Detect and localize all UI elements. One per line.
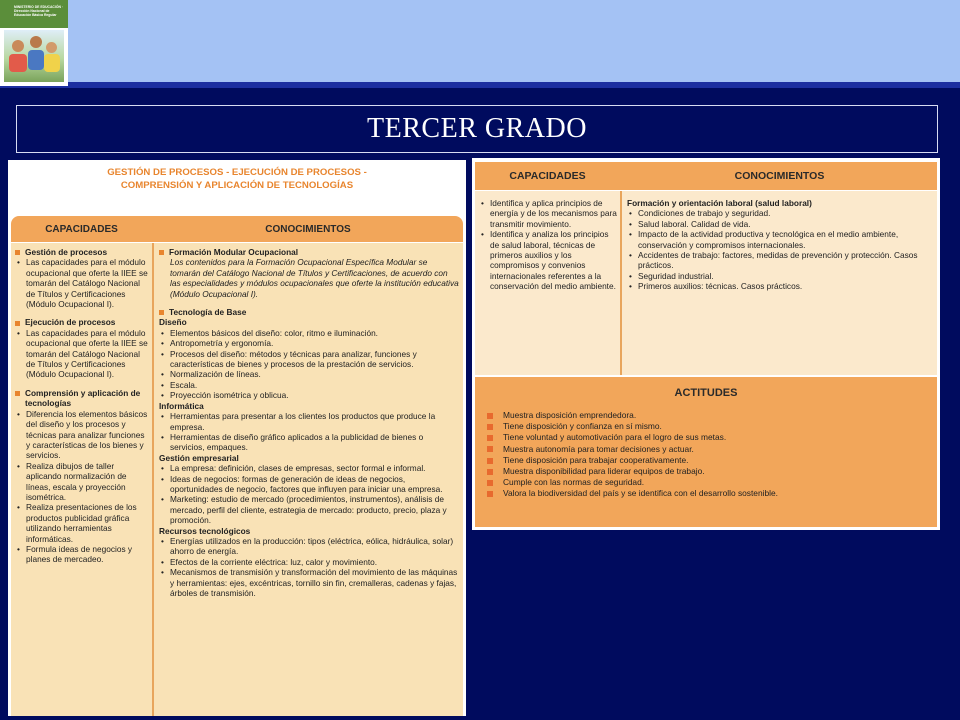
actitud-text: Muestra autonomía para tomar decisiones y actuar. [503,443,694,454]
section-title: Gestión empresarial [159,452,239,463]
actitud-text: Muestra disponibilidad para liderar equipos de trabajo. [503,466,705,477]
conocimiento-block [159,247,459,299]
right-col-conocimientos: CONOCIMIENTOS [734,170,825,182]
list-item: • Realiza presentaciones de los productos publicidad gráfica utilizando herramientas informáticas. [15,502,149,544]
list-item: • Ideas de negocios: formas de generación de ideas de negocios, oportunidades de negocio, factores que influyen para iniciar una empresa. [159,474,459,495]
list-item: • Antropometría y ergonomía. [159,338,459,348]
section-title: Informática [159,400,204,411]
square-bullet-icon [487,458,493,464]
left-curriculum-panel [8,160,466,716]
list-item: • Las capacidades para el módulo ocupacional que oferte la IIEE se tomarán del Catálogo Nacional de Títulos y Certificaciones (Módulo Ocupacional I). [15,257,149,309]
left-panel-heading [8,160,466,216]
column-divider [620,191,622,375]
capacidad-block [15,317,149,379]
square-bullet-icon [487,469,493,475]
list-item: • Condiciones de trabajo y seguridad. [627,208,933,218]
list-item: • Efectos de la corriente eléctrica: luz, calor y movimiento. [159,557,459,567]
list-item: • Proyección isométrica y oblicua. [159,390,459,400]
left-panel-title-line2: COMPRENSIÓN Y APLICACIÓN DE TECNOLOGÍAS [120,180,354,191]
actitud-text: Valora la biodiversidad del país y se identifica con el desarrollo sostenible. [503,488,778,499]
section-title: Diseño [159,317,187,328]
capacidad-block [15,247,149,309]
logo-photo [4,30,64,82]
actitud-item [487,455,927,466]
list-item: • Energías utilizados en la producción: tipos (eléctrica, eólica, hidráulica, solar) ahorro de energía. [159,536,459,557]
square-bullet-icon [487,446,493,452]
capacidad-title: Comprensión y aplicación de tecnologías [25,387,141,409]
capacidad-title: Ejecución de procesos [25,317,116,328]
square-bullet-icon [15,391,20,396]
list-item: • Mecanismos de transmisión y transformación del movimiento de las máquinas y herramientas: ejes, excéntricas, tornillo sin fin, cremalleras, cadenas y fajas, árboles de transmisión. [159,567,459,598]
conocimiento-block [159,307,459,598]
right-col-capacidades: CAPACIDADES [509,170,586,182]
list-item: • Escala. [159,380,459,390]
list-item: • La empresa: definición, clases de empresas, sector formal e informal. [159,463,459,473]
list-item: • Herramientas de diseño gráfico aplicados a la publicidad de bienes o servicios, empaques. [159,432,459,453]
slide-title-box [16,105,938,153]
section-title: Recursos tecnológicos [159,525,251,536]
left-col-capacidades: CAPACIDADES [45,223,118,235]
actitud-item [487,488,927,499]
square-bullet-icon [487,480,493,486]
header-underline [0,82,960,88]
actitud-item [487,410,927,421]
ministry-logo [0,0,68,86]
actitud-text: Cumple con las normas de seguridad. [503,477,645,488]
list-item: • Herramientas para presentar a los clientes los productos que produce la empresa. [159,411,459,432]
left-panel-title-line1: GESTIÓN DE PROCESOS - EJECUCIÓN DE PROCESOS - [107,167,367,178]
modular-text: Los contenidos para la Formación Ocupacional Específica Modular se tomarán del Catálogo Nacional de Títulos y Certificaciones, de acuerdo con las especialidades y módulos ocupacionales que oferte la institución educativa (Módulo Ocupacional I). [170,257,459,299]
list-item: • Normalización de líneas. [159,369,459,379]
square-bullet-icon [487,435,493,441]
actitud-text: Muestra disposición emprendedora. [503,410,637,420]
square-bullet-icon [159,250,164,255]
list-item: • Las capacidades para el módulo ocupacional que oferte la IIEE se tomarán del Catálogo Nacional de Títulos y Certificaciones (Módulo Ocupacional I). [15,328,149,380]
actitudes-title: ACTITUDES [674,387,738,399]
left-column-header [11,216,463,242]
right-capacidades-column [479,198,617,292]
actitudes-section [475,377,937,527]
right-table-body [475,191,937,375]
capacidad-title: Gestión de procesos [25,247,108,257]
right-curriculum-panel [472,158,940,530]
list-item: • Primeros auxilios: técnicas. Casos prácticos. [627,281,933,291]
left-table-body [11,243,463,716]
modular-title: Formación Modular Ocupacional [169,247,299,257]
list-item: • Realiza dibujos de taller aplicando normalización de líneas, escala y proyección isométrica. [15,461,149,503]
header-band [0,0,960,82]
left-panel-title [8,166,466,192]
actitud-text: Tiene voluntad y automotivación para el logro de sus metas. [503,432,727,443]
list-item: • Elementos básicos del diseño: color, ritmo e iluminación. [159,328,459,338]
list-item: • Identifica y aplica principios de energía y de los mecanismos para transmitir movimiento. [479,198,617,229]
square-bullet-icon [15,250,20,255]
logo-text: MINISTERIO DE EDUCACIÓN · Dirección Nacional de Educación Básica Regular [14,5,63,17]
actitud-item [487,444,927,455]
conocimientos-title: Formación y orientación laboral (salud laboral) [627,198,812,208]
left-conocimientos-column [159,247,459,598]
list-item: • Formula ideas de negocios y planes de mercadeo. [15,544,149,565]
square-bullet-icon [487,491,493,497]
list-item: • Procesos del diseño: métodos y técnicas para analizar, funciones y características de bienes y procesos de la prestación de servicios. [159,349,459,370]
column-divider [152,243,154,716]
list-item: • Salud laboral. Calidad de vida. [627,219,933,229]
square-bullet-icon [159,310,164,315]
right-conocimientos-column [627,198,933,292]
left-capacidades-column [15,247,149,565]
left-col-conocimientos: CONOCIMIENTOS [265,223,351,235]
actitud-item [487,466,927,477]
list-item: • Marketing: estudio de mercado (procedimientos, instrumentos), análisis de mercado, perfil del cliente, estrategia de mercado: producto, precio, plaza y promoción. [159,494,459,525]
actitud-text: Tiene disposición y confianza en sí mismo. [503,421,662,432]
list-item: • Accidentes de trabajo: factores, medidas de prevención y protección. Casos prácticos. [627,250,933,271]
list-item: • Seguridad industrial. [627,271,933,281]
list-item: • Diferencia los elementos básicos del diseño y los procesos y técnicas para analizar funciones y características de los bienes y servicios. [15,409,149,461]
square-bullet-icon [15,321,20,326]
list-item: • Impacto de la actividad productiva y tecnológica en el medio ambiente, conservación y compromisos internacionales. [627,229,933,250]
actitud-text: Tiene disposición para trabajar cooperativamente. [503,454,689,465]
right-column-header [475,162,937,190]
square-bullet-icon [487,424,493,430]
list-item: • Identifica y analiza los principios de salud laboral, técnicas de primeros auxilios y los compromisos y convenios internacionales referentes a la conservación del medio ambiente. [479,229,617,291]
actitud-item [487,432,927,443]
actitud-item [487,477,927,488]
capacidad-block [15,388,149,565]
square-bullet-icon [487,413,493,419]
actitud-item [487,421,927,432]
base-title: Tecnología de Base [169,307,247,318]
slide-title: TERCER GRADO [367,113,587,144]
